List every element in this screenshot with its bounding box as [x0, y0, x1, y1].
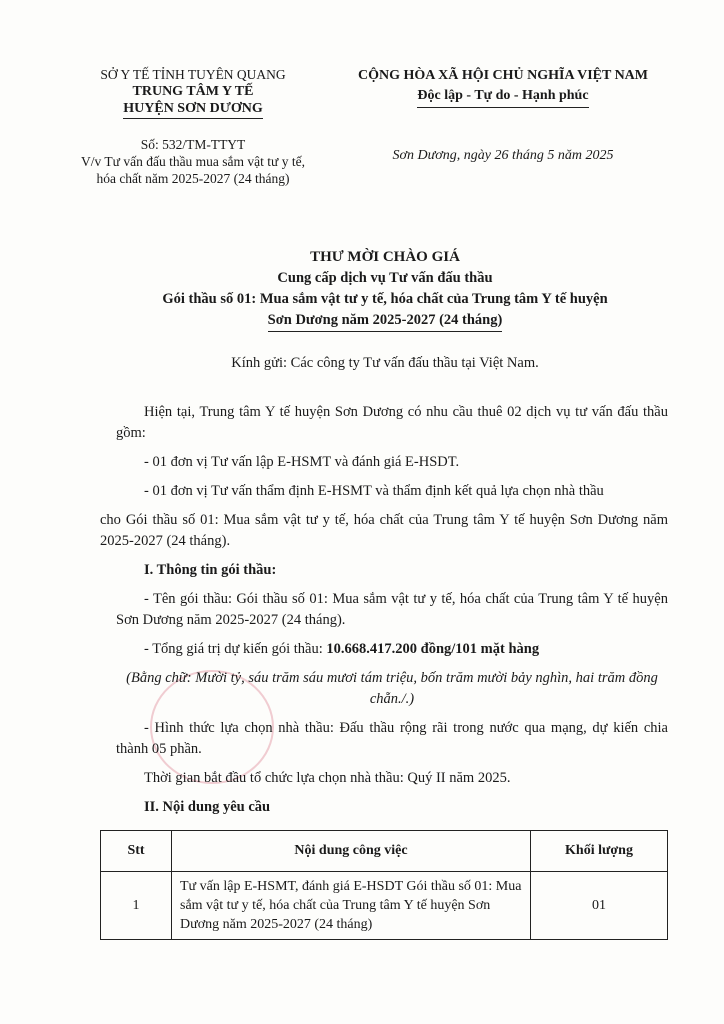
issuer-name: TRUNG TÂM Y TẾ	[132, 84, 254, 99]
total-value-label: - Tổng giá trị dự kiến gói thầu:	[144, 641, 327, 657]
header-task: Nội dung công việc	[172, 831, 531, 872]
title-main: THƯ MỜI CHÀO GIÁ	[310, 249, 460, 265]
header-quantity: Khối lượng	[531, 831, 668, 872]
greeting: Kính gửi: Các công ty Tư vấn đấu thầu tại Việt Nam.	[231, 355, 539, 371]
section-heading-2: II. Nội dung yêu cầu	[144, 799, 271, 815]
table-header-row	[101, 831, 668, 872]
paragraph-intro: Hiện tại, Trung tâm Y tế huyện Sơn Dương có nhu cầu thuê 02 dịch vụ tư vấn đấu thầu gồm:	[116, 404, 668, 441]
cell-task: Tư vấn lập E-HSMT, đánh giá E-HSDT Gói thầu số 01: Mua sắm vật tư y tế, hóa chất của Trung tâm Y tế huyện Sơn Dương năm 2025-2027 (24 tháng)	[172, 872, 531, 940]
document-number: Số: 532/TM-TTYT	[140, 137, 246, 152]
cell-quantity: 01	[531, 872, 668, 940]
paragraph-amount-in-words: (Bằng chữ: Mười tỷ, sáu trăm sáu mươi tám triệu, bốn trăm mười bảy nghìn, hai trăm đồng chẵn./.)	[126, 670, 658, 707]
title-line-2: Cung cấp dịch vụ Tư vấn đấu thầu	[277, 270, 493, 286]
section-heading-1: I. Thông tin gói thầu:	[144, 562, 277, 578]
paragraph-service-1: - 01 đơn vị Tư vấn lập E-HSMT và đánh giá E-HSDT.	[144, 454, 460, 470]
national-header	[338, 66, 668, 108]
document-body	[100, 402, 668, 826]
table-row	[101, 872, 668, 940]
document-reference	[80, 136, 306, 187]
paragraph-start-time: Thời gian bắt đầu tổ chức lựa chọn nhà thầu: Quý II năm 2025.	[144, 770, 511, 786]
national-motto: Độc lập - Tự do - Hạnh phúc	[417, 86, 588, 108]
national-title: CỘNG HÒA XÃ HỘI CHỦ NGHĨA VIỆT NAM	[357, 68, 648, 83]
issuer-ministry: SỞ Y TẾ TỈNH TUYÊN QUANG	[100, 67, 286, 82]
title-line-3: Gói thầu số 01: Mua sắm vật tư y tế, hóa chất của Trung tâm Y tế huyện	[162, 291, 608, 307]
paragraph-service-2: - 01 đơn vị Tư vấn thẩm định E-HSMT và thẩm định kết quả lựa chọn nhà thầu	[144, 483, 604, 499]
paragraph-package-name: - Tên gói thầu: Gói thầu số 01: Mua sắm vật tư y tế, hóa chất của Trung tâm Y tế huyện Sơn Dương năm 2025-2027 (24 tháng).	[116, 591, 668, 628]
title-line-4: Sơn Dương năm 2025-2027 (24 tháng)	[268, 310, 503, 332]
issuer-district: HUYỆN SƠN DƯƠNG	[123, 100, 263, 119]
total-value-amount: 10.668.417.200 đồng/101 mặt hàng	[326, 641, 540, 657]
header-stt: Stt	[101, 831, 172, 872]
paragraph-total-value	[116, 639, 668, 660]
document-date: Sơn Dương, ngày 26 tháng 5 năm 2025	[392, 148, 614, 163]
issuer-header	[80, 66, 306, 119]
cell-stt: 1	[101, 872, 172, 940]
document-subject: V/v Tư vấn đấu thầu mua sắm vật tư y tế, hóa chất năm 2025-2027 (24 tháng)	[81, 154, 305, 186]
requirements-table	[100, 830, 668, 940]
paragraph-selection-method: - Hình thức lựa chọn nhà thầu: Đấu thầu rộng rãi trong nước qua mạng, dự kiến chia thành 05 phần.	[116, 720, 668, 757]
document-title	[100, 247, 670, 332]
paragraph-package: cho Gói thầu số 01: Mua sắm vật tư y tế, hóa chất của Trung tâm Y tế huyện Sơn Dương năm 2025-2027 (24 tháng).	[100, 512, 668, 549]
